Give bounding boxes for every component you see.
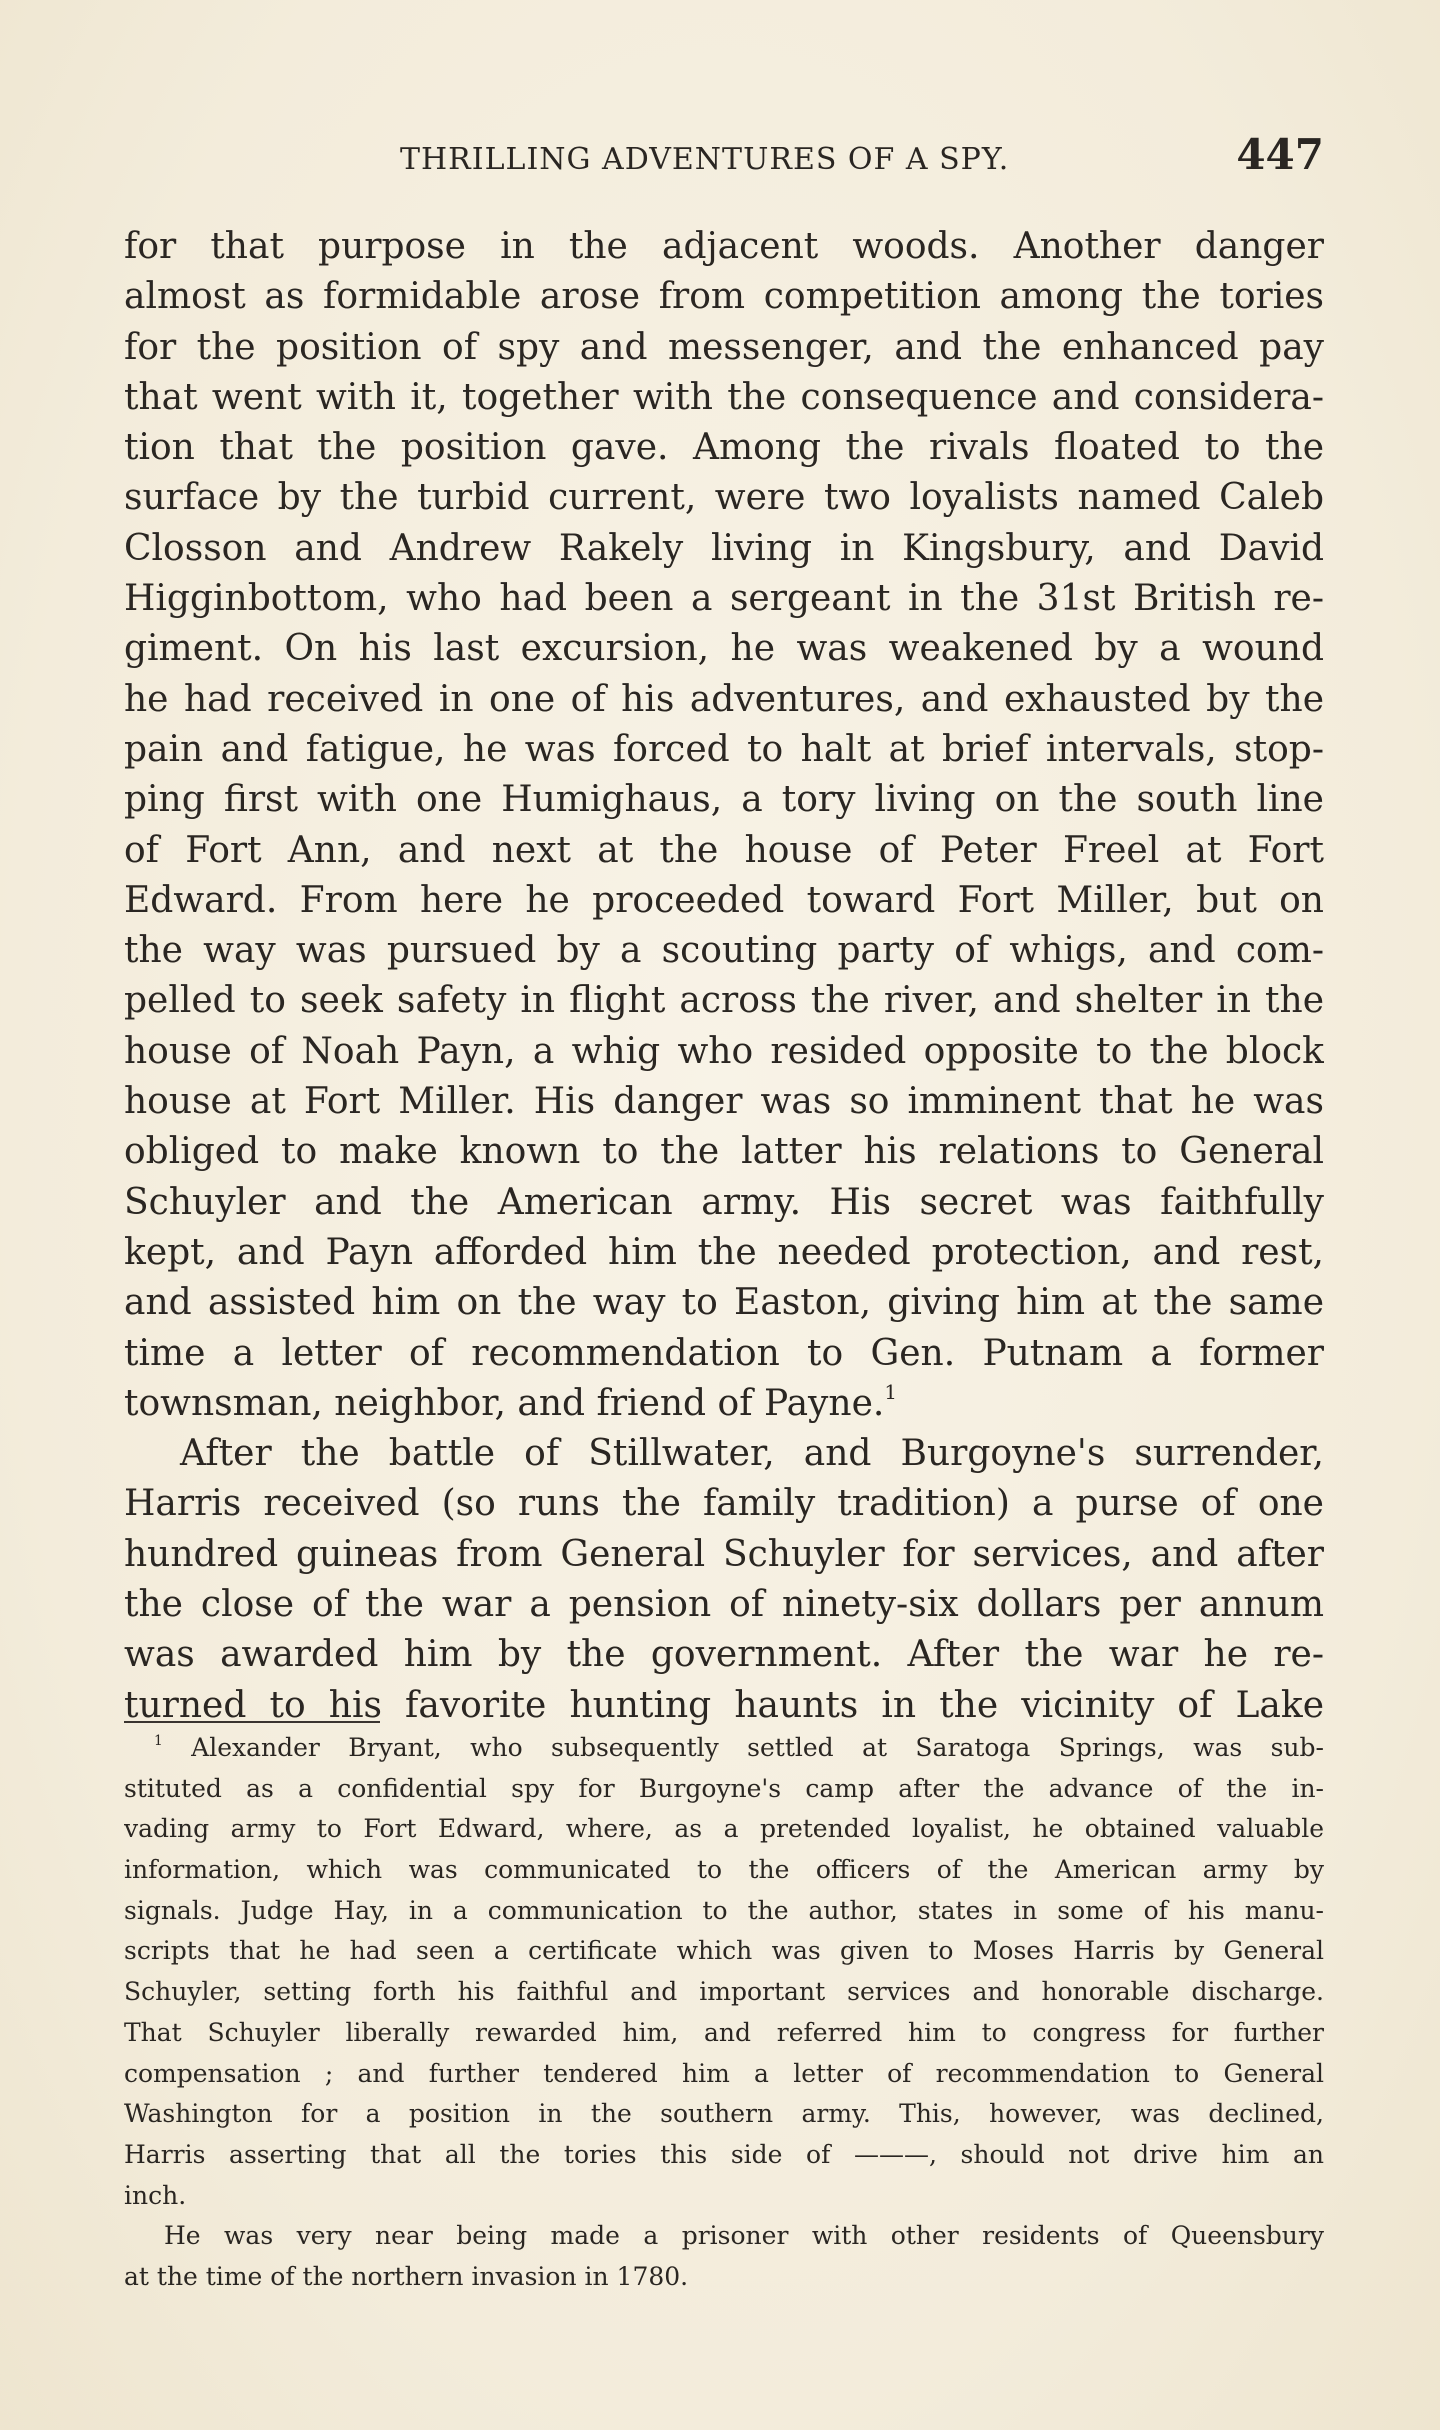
footnote-line: inch. xyxy=(124,2180,187,2210)
text-line: house of Noah Payn, a whig who resided opposite to the block xyxy=(124,1030,1324,1072)
footnote-divider xyxy=(124,1721,380,1723)
text-line: and assisted him on the way to Easton, giving him at the same xyxy=(124,1282,1324,1324)
text-line: house at Fort Miller. His danger was so imminent that he was xyxy=(124,1081,1324,1123)
paragraph-start-line: After the battle of Stillwater, and Burgoyne's surrender, xyxy=(180,1433,1324,1475)
text-line-with-footnote-ref xyxy=(124,1379,1324,1429)
text-line: he had received in one of his adventures, and exhausted by the xyxy=(124,678,1324,720)
text-line: the way was pursued by a scouting party of whigs, and com- xyxy=(124,930,1324,972)
text-line: for that purpose in the adjacent woods. Another danger xyxy=(124,226,1324,267)
footnote-line-with-marker xyxy=(124,1728,1324,1769)
text-line: Higginbottom, who had been a sergeant in the 31st British re- xyxy=(124,578,1324,620)
text-line: Closson and Andrew Rakely living in Kingsbury, and David xyxy=(124,527,1324,569)
page-number: 447 xyxy=(1236,130,1324,179)
text-line: the close of the war a pension of ninety-six dollars per annum xyxy=(124,1584,1324,1626)
footnote-line: vading army to Fort Edward, where, as a pretended loyalist, he obtained valuable xyxy=(124,1814,1324,1844)
text-line: Edward. From here he proceeded toward Fort Miller, but on xyxy=(124,879,1324,921)
text-line: almost as formidable arose from competition among the tories xyxy=(124,276,1324,318)
footnote-marker: 1 xyxy=(154,1733,163,1749)
text-line: hundred guineas from General Schuyler for services, and after xyxy=(124,1533,1324,1575)
footnote-ref: 1 xyxy=(884,1381,897,1404)
text-line-content: townsman, neighbor, and friend of Payne. xyxy=(124,1382,885,1424)
text-line: was awarded him by the government. After the war he re- xyxy=(124,1634,1324,1676)
text-line: obliged to make known to the latter his relations to General xyxy=(124,1131,1324,1173)
text-line: that went with it, together with the consequence and considera- xyxy=(124,376,1324,418)
footnote-line: signals. Judge Hay, in a communication to the author, states in some of his manu- xyxy=(124,1895,1324,1925)
footnote-line: Schuyler, setting forth his faithful and important services and honorable discharge. xyxy=(124,1977,1324,2007)
text-line: of Fort Ann, and next at the house of Peter Freel at Fort xyxy=(124,829,1324,871)
running-title: THRILLING ADVENTURES OF A SPY. xyxy=(400,142,1010,177)
body-text xyxy=(124,222,1324,1731)
text-line: tion that the position gave. Among the rivals floated to the xyxy=(124,427,1324,469)
footnote-line: Washington for a position in the southern army. This, however, was declined, xyxy=(124,2099,1324,2129)
footnotes xyxy=(124,1728,1324,2298)
footnote-line: compensation ; and further tendered him a letter of recommendation to General xyxy=(124,2058,1324,2088)
text-line: pelled to seek safety in flight across the river, and shelter in the xyxy=(124,980,1324,1022)
footnote-line: at the time of the northern invasion in 1780. xyxy=(124,2261,689,2291)
footnote-line: Harris asserting that all the tories this side of ———, should not drive him an xyxy=(124,2139,1324,2169)
text-line: Harris received (so runs the family tradition) a purse of one xyxy=(124,1483,1324,1525)
text-line: Schuyler and the American army. His secret was faithfully xyxy=(124,1181,1324,1223)
footnote-line: information, which was communicated to the officers of the American army by xyxy=(124,1855,1324,1885)
text-line: kept, and Payn afforded him the needed protection, and rest, xyxy=(124,1231,1324,1273)
footnote-line: stituted as a confidential spy for Burgoyne's camp after the advance of the in- xyxy=(124,1773,1324,1803)
text-line: time a letter of recommendation to Gen. Putnam a former xyxy=(124,1332,1324,1374)
footnote-line: That Schuyler liberally rewarded him, and referred him to congress for further xyxy=(124,2017,1324,2047)
text-line: pain and fatigue, he was forced to halt at brief intervals, stop- xyxy=(124,728,1324,770)
text-line: turned to his favorite hunting haunts in the vicinity of Lake xyxy=(124,1684,1324,1726)
text-line: for the position of spy and messenger, and the enhanced pay xyxy=(124,326,1324,368)
text-line: ping first with one Humighaus, a tory living on the south line xyxy=(124,779,1324,821)
text-line: surface by the turbid current, were two loyalists named Caleb xyxy=(124,477,1324,519)
footnote-text: Alexander Bryant, who subsequently settled at Saratoga Springs, was sub- xyxy=(191,1733,1324,1762)
text-line: giment. On his last excursion, he was weakened by a wound xyxy=(124,628,1324,670)
running-head xyxy=(124,128,1324,188)
footnote-line: scripts that he had seen a certificate which was given to Moses Harris by General xyxy=(124,1936,1324,1966)
footnote-line: He was very near being made a prisoner with other residents of Queensbury xyxy=(164,2221,1324,2251)
